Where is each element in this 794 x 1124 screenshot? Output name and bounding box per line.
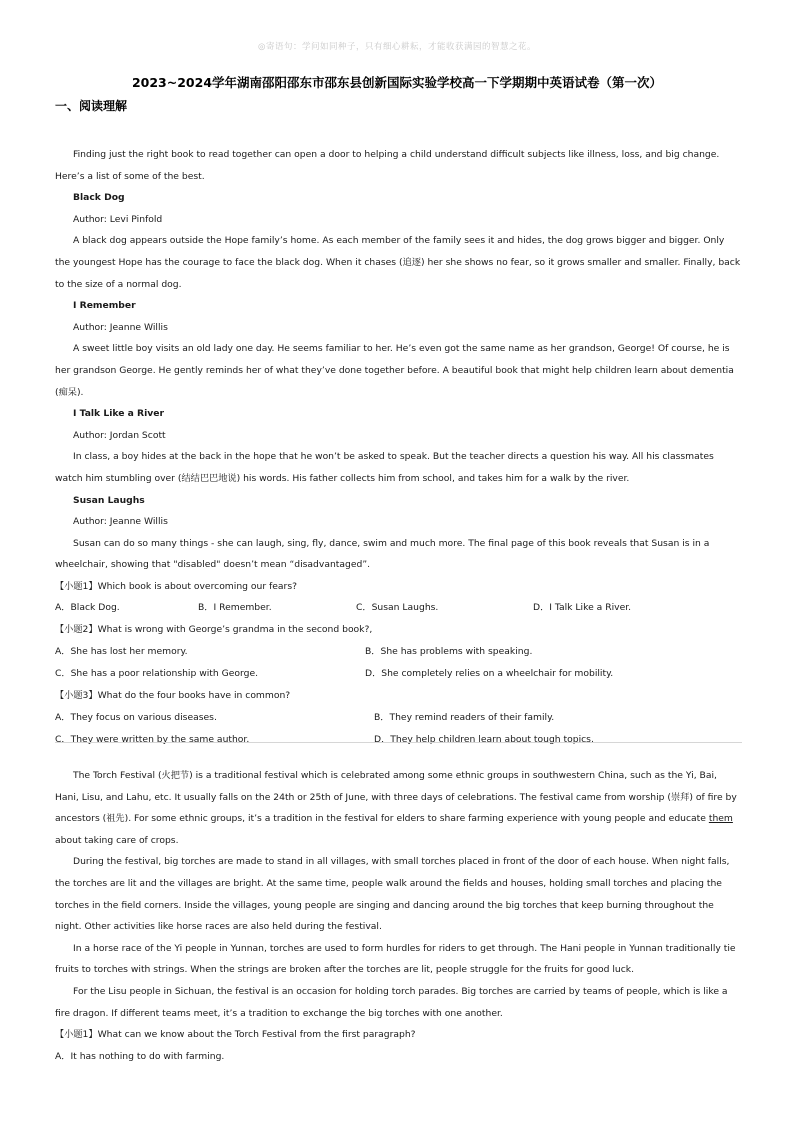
question-stem: 【小题1】Which book is about overcoming our fears? — [55, 580, 297, 592]
question-options — [55, 663, 742, 685]
question-options — [55, 729, 742, 751]
option-a[interactable]: A．Black Dog. — [55, 602, 120, 614]
option-b[interactable]: B．I Remember. — [198, 602, 272, 614]
passage-paragraph: In a horse race of the Yi people in Yunnan, torches are used to form hurdles for riders to get through. The Hani people in Yunnan traditionally tie fruits to torches with strings. When the strings are broken after the torches are lit, people struggle for the fruits for good luck. — [55, 942, 736, 976]
option-a[interactable]: A．They focus on various diseases. — [55, 711, 217, 723]
option-a[interactable]: A．It has nothing to do with farming. — [55, 1050, 225, 1062]
passage-paragraph: During the festival, big torches are made to stand in all villages, with small torches placed in front of the door of each house. When night falls, the torches are lit and the villages are bright. At the same time, people walk around the fields and houses, holding small torches and placing the torches in the field corners. Inside the villages, young people are singing and dancing around the big torches that keep burning throughout the night. Other activities like horse races are also held during the festival. — [55, 856, 730, 933]
question-options — [55, 707, 742, 729]
underlined-word: them — [708, 813, 733, 825]
section-heading: 一、阅读理解 — [55, 99, 128, 113]
passage-paragraph — [55, 765, 742, 851]
passage-1 — [55, 144, 742, 751]
option-d[interactable]: D．I Talk Like a River. — [533, 602, 632, 614]
book-description: Susan can do so many things - she can laugh, sing, fly, dance, swim and much more. The final page of this book reveals that Susan is in a wheelchair, showing that "disabled" doesn’t mean “disadvantaged”. — [55, 537, 710, 571]
option-d[interactable]: D．She completely relies on a wheelchair for mobility. — [365, 668, 614, 680]
book-description: A sweet little boy visits an old lady one day. He seems familiar to her. He’s even got the same name as her grandson, George! Of course, he is her grandson George. He gently reminds her of what they’ve done together before. A beautiful book that might help children learn about dementia (痴呆). — [55, 343, 734, 398]
question-stem: 【小题2】What is wrong with George’s grandma in the second book?, — [55, 624, 373, 636]
option-c[interactable]: C．They were written by the same author. — [55, 733, 250, 745]
book-title: Susan Laughs — [73, 494, 145, 506]
book-author: Author: Jordan Scott — [73, 429, 166, 441]
option-b[interactable]: B．She has problems with speaking. — [365, 646, 533, 658]
book-title: I Remember — [73, 300, 136, 312]
divider — [55, 742, 742, 743]
passage-intro: Finding just the right book to read together can open a door to helping a child understand difficult subjects like illness, loss, and big change. Here’s a list of some of the best. — [55, 149, 720, 182]
header-motto: ◎寄语句：学问如同种子，只有细心耕耘，才能收获满园的智慧之花。 — [258, 42, 536, 52]
paragraph-text: about taking care of crops. — [55, 834, 179, 846]
book-title: I Talk Like a River — [73, 408, 165, 420]
book-description: A black dog appears outside the Hope family’s home. As each member of the family sees it and hides, the dog grows bigger and bigger. Only the youngest Hope has the courage to face the black dog. When it chases (追逐) her she shows no fear, so it grows smaller and smaller. Finally, back to the size of a normal dog. — [55, 235, 741, 290]
passage-paragraph: For the Lisu people in Sichuan, the festival is an occasion for holding torch parades. Big torches are carried by teams of people, which is like a fire dragon. If different teams meet, it’s a tradition to exchange the big torches with one another. — [55, 985, 728, 1019]
book-description: In class, a boy hides at the back in the hope that he won’t be asked to speak. But the teacher directs a question his way. All his classmates watch him stumbling over (结结巴巴地说) his words. His father collects him from school, and takes him for a walk by the river. — [55, 451, 714, 484]
question-options — [55, 641, 742, 663]
book-author: Author: Jeanne Willis — [73, 321, 168, 333]
option-c[interactable]: C．Susan Laughs. — [356, 602, 439, 614]
book-author: Author: Jeanne Willis — [73, 516, 168, 528]
question-options — [55, 597, 742, 619]
exam-title: 2023~2024学年湖南邵阳邵东市邵东县创新国际实验学校高一下学期期中英语试卷（第一次） — [131, 75, 663, 90]
option-c[interactable]: C．She has a poor relationship with George. — [55, 668, 259, 680]
passage-2 — [55, 765, 742, 1067]
paragraph-text: The Torch Festival (火把节) is a traditional festival which is celebrated among some ethnic groups in southwestern China, such as the Yi, Bai, Hani, Lisu, and Lahu, etc. It usually falls on the 24th or 25th of June, with three days of celebrations. The festival came from worship (崇拜) of fire by ancestors (祖先). For some ethnic groups, it’s a tradition in the festival for elders to share farming experience with young people and educate — [55, 770, 737, 825]
question-stem: 【小题1】What can we know about the Torch Festival from the first paragraph? — [55, 1029, 416, 1041]
book-title: Black Dog — [73, 192, 125, 204]
question-stem: 【小题3】What do the four books have in common? — [55, 690, 291, 702]
option-a[interactable]: A．She has lost her memory. — [55, 646, 188, 658]
option-b[interactable]: B．They remind readers of their family. — [374, 711, 555, 723]
book-author: Author: Levi Pinfold — [73, 213, 163, 225]
option-d[interactable]: D．They help children learn about tough topics. — [374, 733, 594, 745]
